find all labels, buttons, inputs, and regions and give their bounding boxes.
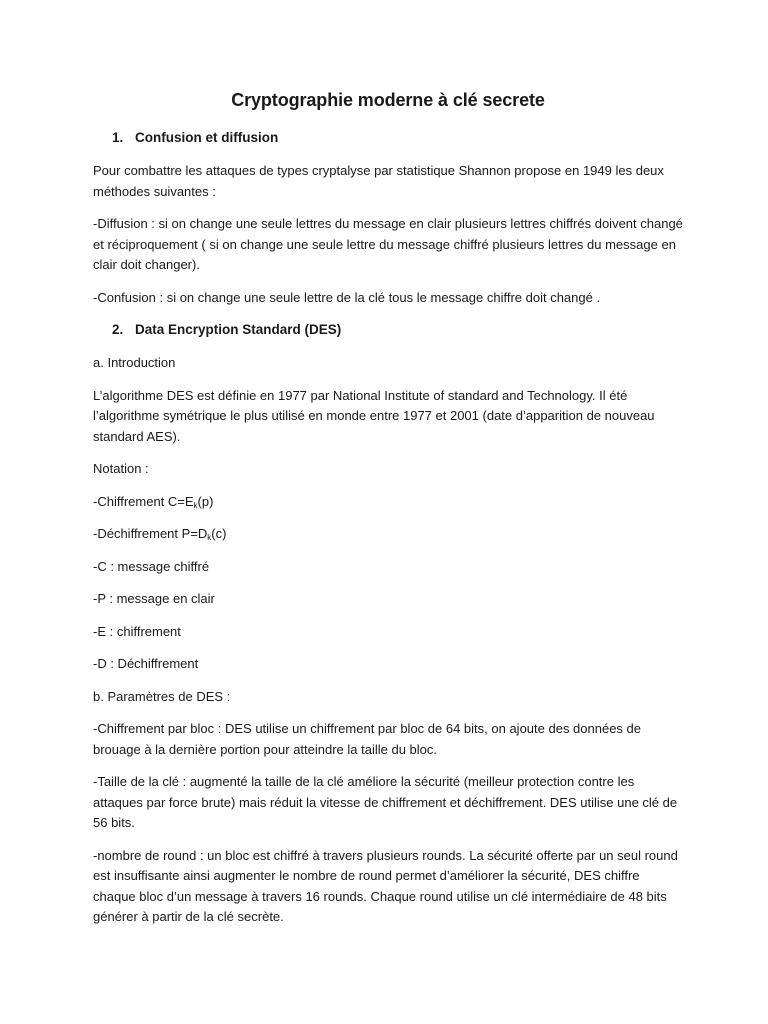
- paragraph-confusion: -Confusion : si on change une seule lettre de la clé tous le message chiffre doit changé .: [93, 289, 601, 305]
- notation-chiffrement: [93, 492, 683, 513]
- section-title: Data Encryption Standard (DES): [135, 322, 342, 337]
- notation-item-p: -P : message en clair: [93, 591, 215, 606]
- paragraph-des-introduction: L’algorithme DES est définie en 1977 par National Institute of standard and Technology. Il été l’algorithme symétrique le plus utilisé en monde entre 1977 et 2001 (date d’apparition de nouveau standard AES).: [93, 387, 655, 444]
- subheading-introduction: a. Introduction: [93, 355, 176, 370]
- notation-label: Notation :: [93, 461, 149, 476]
- formula-prefix: -Déchiffrement P=D: [93, 526, 208, 541]
- subheading-parametres: b. Paramètres de DES :: [93, 688, 231, 704]
- formula-subscript: k: [193, 500, 198, 510]
- paragraph-chiffrement-bloc: -Chiffrement par bloc : DES utilise un chiffrement par bloc de 64 bits, on ajoute des données de brouage à la dernière portion pour atteindre la taille du bloc.: [93, 721, 642, 757]
- paragraph-nombre-round: -nombre de round : un bloc est chiffré à travers plusieurs rounds. La sécurité offerte par un seul round est insuffisante ainsi augmenter le nombre de round permet d’améliorer la sécurité, DES chiffre chaque bloc d’un message à travers 16 rounds. Chaque round utilise un clé intermédiaire de 48 bits générer à partir de la clé secrète.: [93, 847, 678, 924]
- paragraph-taille-cle: -Taille de la clé : augmenté la taille de la clé améliore la sécurité (meilleur protection contre les attaques par force brute) mais réduit la vitesse de chiffrement et déchiffrement. DES utilise une clé de 56 bits.: [93, 774, 678, 830]
- paragraph-diffusion: -Diffusion : si on change une seule lettres du message en clair plusieurs lettres chiffrés doivent changé et réciproquement ( si on change une seule lettre du message chiffré plusieurs lettres du message en clair doit changer).: [93, 216, 683, 272]
- formula-suffix: (p): [197, 493, 214, 509]
- formula-prefix: -Chiffrement C=E: [93, 493, 194, 509]
- section-number: 1.: [112, 130, 124, 145]
- notation-item-d: -D : Déchiffrement: [93, 656, 199, 671]
- formula-suffix: (c): [211, 526, 227, 541]
- section-heading-confusion-diffusion: [93, 128, 683, 147]
- section-title: Confusion et diffusion: [135, 130, 279, 145]
- document-body: [93, 88, 683, 940]
- formula-subscript: k: [207, 533, 212, 542]
- paragraph-shannon-intro: Pour combattre les attaques de types cryptalyse par statistique Shannon propose en 1949 les deux méthodes suivantes :: [93, 163, 664, 199]
- notation-item-e: -E : chiffrement: [93, 623, 181, 639]
- notation-item-c: -C : message chiffré: [93, 558, 210, 574]
- section-number: 2.: [112, 322, 124, 337]
- document-title: Cryptographie moderne à clé secrete: [231, 90, 545, 110]
- notation-dechiffrement: [93, 524, 683, 545]
- section-heading-des: [93, 320, 683, 339]
